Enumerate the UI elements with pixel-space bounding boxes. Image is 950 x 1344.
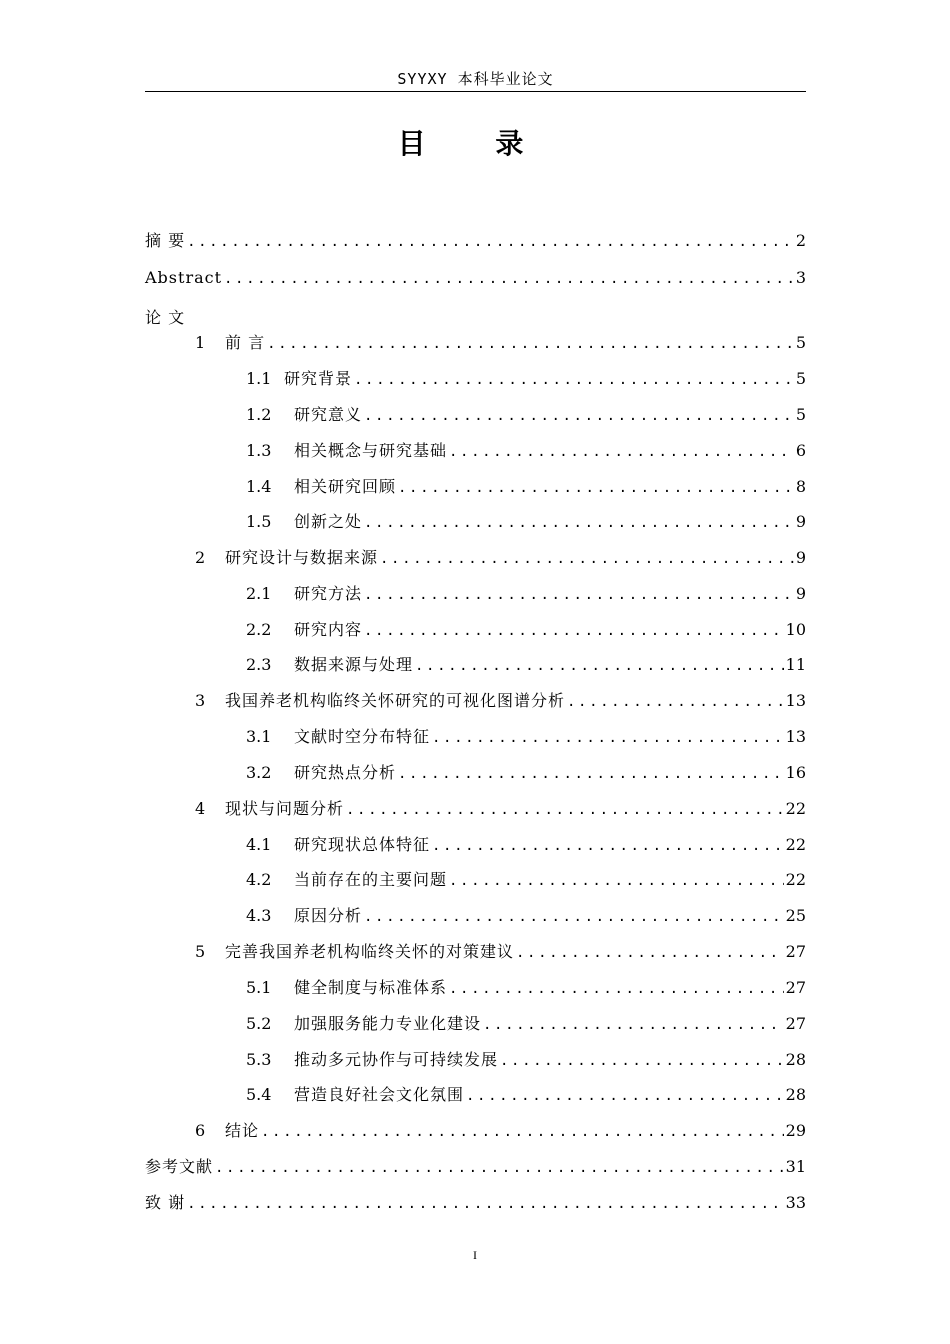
toc-page: 13 — [785, 691, 806, 710]
toc-label: 致 谢 — [145, 1193, 186, 1212]
toc-entry-section-3-2[interactable] — [246, 760, 806, 784]
toc-number: 4.3 — [246, 906, 272, 925]
toc-entry-section-1-3[interactable] — [246, 438, 806, 462]
toc-number: 4 — [195, 799, 206, 818]
toc-label: 创新之处 — [294, 512, 363, 531]
header-rule — [145, 91, 806, 92]
toc-label: 论 文 — [145, 308, 186, 327]
toc-number: 5.3 — [246, 1050, 272, 1069]
toc-leader — [567, 694, 784, 710]
toc-page: 11 — [785, 655, 806, 674]
toc-leader — [346, 802, 784, 818]
toc-entry-section-5-2[interactable] — [246, 1011, 806, 1035]
toc-leader — [364, 515, 794, 531]
toc-label: 研究方法 — [294, 584, 363, 603]
toc-number: 2.2 — [246, 620, 272, 639]
toc-page: 25 — [785, 906, 806, 925]
toc-label: 前 言 — [225, 333, 266, 352]
toc-entry-section-1-5[interactable] — [246, 509, 806, 533]
toc-leader — [215, 1160, 784, 1176]
toc-number: 2 — [195, 548, 206, 567]
toc-label: 完善我国养老机构临终关怀的对策建议 — [225, 942, 515, 961]
toc-label: 文献时空分布特征 — [294, 727, 431, 746]
toc-entry-chapter-4[interactable] — [195, 796, 806, 820]
toc-entry-section-1-2[interactable] — [246, 402, 806, 426]
toc-entry-abstract-cn[interactable] — [145, 228, 806, 252]
toc-entry-section-5-1[interactable] — [246, 975, 806, 999]
toc-label: 相关研究回顾 — [294, 477, 397, 496]
toc-page: 27 — [785, 942, 806, 961]
toc-entry-references[interactable] — [145, 1154, 806, 1178]
toc-entry-section-1-4[interactable] — [246, 474, 806, 498]
page-number: I — [473, 1248, 477, 1262]
toc-number: 1.5 — [246, 512, 272, 531]
toc-leader — [380, 551, 794, 567]
toc-number: 5 — [195, 942, 206, 961]
toc-page: 5 — [795, 333, 806, 352]
toc-entry-chapter-6[interactable] — [195, 1118, 806, 1142]
toc-number: 2.3 — [246, 655, 272, 674]
toc-label: 我国养老机构临终关怀研究的可视化图谱分析 — [225, 691, 566, 710]
toc-label: Abstract — [145, 268, 223, 287]
toc-number: 4.2 — [246, 870, 272, 889]
toc-page: 5 — [795, 405, 806, 424]
toc-leader — [466, 1088, 784, 1104]
toc-leader — [364, 909, 784, 925]
toc-page: 31 — [785, 1157, 806, 1176]
toc-leader — [449, 873, 784, 889]
toc-leader — [187, 1196, 784, 1212]
toc-entry-section-5-4[interactable] — [246, 1082, 806, 1106]
toc-number: 4.1 — [246, 835, 272, 854]
toc-leader — [432, 838, 784, 854]
toc-label: 摘 要 — [145, 231, 186, 250]
toc-leader — [224, 271, 794, 287]
toc-page: 33 — [785, 1193, 806, 1212]
toc-number: 3.2 — [246, 763, 272, 782]
toc-number: 5.4 — [246, 1085, 272, 1104]
toc-leader — [500, 1053, 784, 1069]
toc-number: 1.4 — [246, 477, 272, 496]
toc-leader — [364, 408, 794, 424]
running-header: SYYXY 本科毕业论文 — [397, 70, 554, 88]
toc-entry-chapter-1[interactable] — [195, 330, 806, 354]
toc-entry-section-5-3[interactable] — [246, 1047, 806, 1071]
toc-leader — [483, 1017, 784, 1033]
toc-number: 5.2 — [246, 1014, 272, 1033]
toc-page: 16 — [785, 763, 806, 782]
toc-entry-section-2-1[interactable] — [246, 581, 806, 605]
toc-entry-abstract-en[interactable] — [145, 268, 806, 292]
toc-number: 1.2 — [246, 405, 272, 424]
toc-label: 加强服务能力专业化建设 — [294, 1014, 482, 1033]
toc-page: 9 — [795, 584, 806, 603]
toc-label: 研究热点分析 — [294, 763, 397, 782]
toc-leader — [415, 658, 784, 674]
toc-entry-section-4-1[interactable] — [246, 832, 806, 856]
toc-entry-chapter-2[interactable] — [195, 545, 806, 569]
toc-label: 研究现状总体特征 — [294, 835, 431, 854]
toc-leader — [398, 766, 784, 782]
toc-label: 研究背景 — [284, 369, 353, 388]
toc-label: 当前存在的主要问题 — [294, 870, 448, 889]
toc-number: 1.1 — [246, 369, 272, 388]
toc-page: 9 — [795, 512, 806, 531]
toc-leader — [449, 981, 784, 997]
toc-number: 5.1 — [246, 978, 272, 997]
toc-page: 22 — [785, 835, 806, 854]
toc-label: 研究设计与数据来源 — [225, 548, 379, 567]
toc-number: 1.3 — [246, 441, 272, 460]
toc-page: 8 — [795, 477, 806, 496]
toc-page: 3 — [795, 268, 806, 287]
toc-page: 27 — [785, 978, 806, 997]
toc-leader — [354, 372, 794, 388]
toc-entry-chapter-5[interactable] — [195, 939, 806, 963]
toc-label: 数据来源与处理 — [294, 655, 414, 674]
toc-page: 5 — [795, 369, 806, 388]
toc-entry-section-2-2[interactable] — [246, 617, 806, 641]
toc-entry-section-4-3[interactable] — [246, 903, 806, 927]
toc-page: 13 — [785, 727, 806, 746]
toc-entry-section-1-1[interactable] — [246, 366, 806, 390]
toc-label: 结论 — [225, 1121, 260, 1140]
toc-leader — [187, 234, 794, 250]
toc-leader — [364, 623, 784, 639]
toc-label: 参考文献 — [145, 1157, 214, 1176]
toc-label: 推动多元协作与可持续发展 — [294, 1050, 499, 1069]
toc-page: 28 — [785, 1085, 806, 1104]
toc-entry-chapter-3[interactable] — [195, 688, 806, 712]
toc-label: 研究内容 — [294, 620, 363, 639]
toc-leader — [449, 444, 794, 460]
toc-entry-section-3-1[interactable] — [246, 724, 806, 748]
toc-label: 现状与问题分析 — [225, 799, 345, 818]
toc-number: 3 — [195, 691, 206, 710]
toc-leader — [261, 1124, 784, 1140]
toc-number: 1 — [195, 333, 206, 352]
toc-entry-thesis[interactable] — [145, 305, 806, 329]
toc-label: 相关概念与研究基础 — [294, 441, 448, 460]
toc-page: 29 — [785, 1121, 806, 1140]
toc-label: 营造良好社会文化氛围 — [294, 1085, 465, 1104]
toc-leader — [432, 730, 784, 746]
toc-page: 22 — [785, 799, 806, 818]
toc-entry-acknowledgements[interactable] — [145, 1190, 806, 1214]
toc-entry-section-2-3[interactable] — [246, 652, 806, 676]
toc-page: 6 — [795, 441, 806, 460]
toc-page: 9 — [795, 548, 806, 567]
toc-page: 27 — [785, 1014, 806, 1033]
toc-entry-section-4-2[interactable] — [246, 867, 806, 891]
toc-leader — [364, 587, 794, 603]
toc-label: 健全制度与标准体系 — [294, 978, 448, 997]
toc-number: 2.1 — [246, 584, 272, 603]
toc-number: 3.1 — [246, 727, 272, 746]
toc-page: 28 — [785, 1050, 806, 1069]
toc-page: 10 — [785, 620, 806, 639]
toc-label: 原因分析 — [294, 906, 363, 925]
toc-label: 研究意义 — [294, 405, 363, 424]
toc-number: 6 — [195, 1121, 206, 1140]
toc-leader — [516, 945, 784, 961]
toc-page: 2 — [795, 231, 806, 250]
toc-leader — [398, 480, 794, 496]
toc-page: 22 — [785, 870, 806, 889]
page-title: 目 录 — [397, 127, 554, 160]
toc-leader — [267, 336, 794, 352]
